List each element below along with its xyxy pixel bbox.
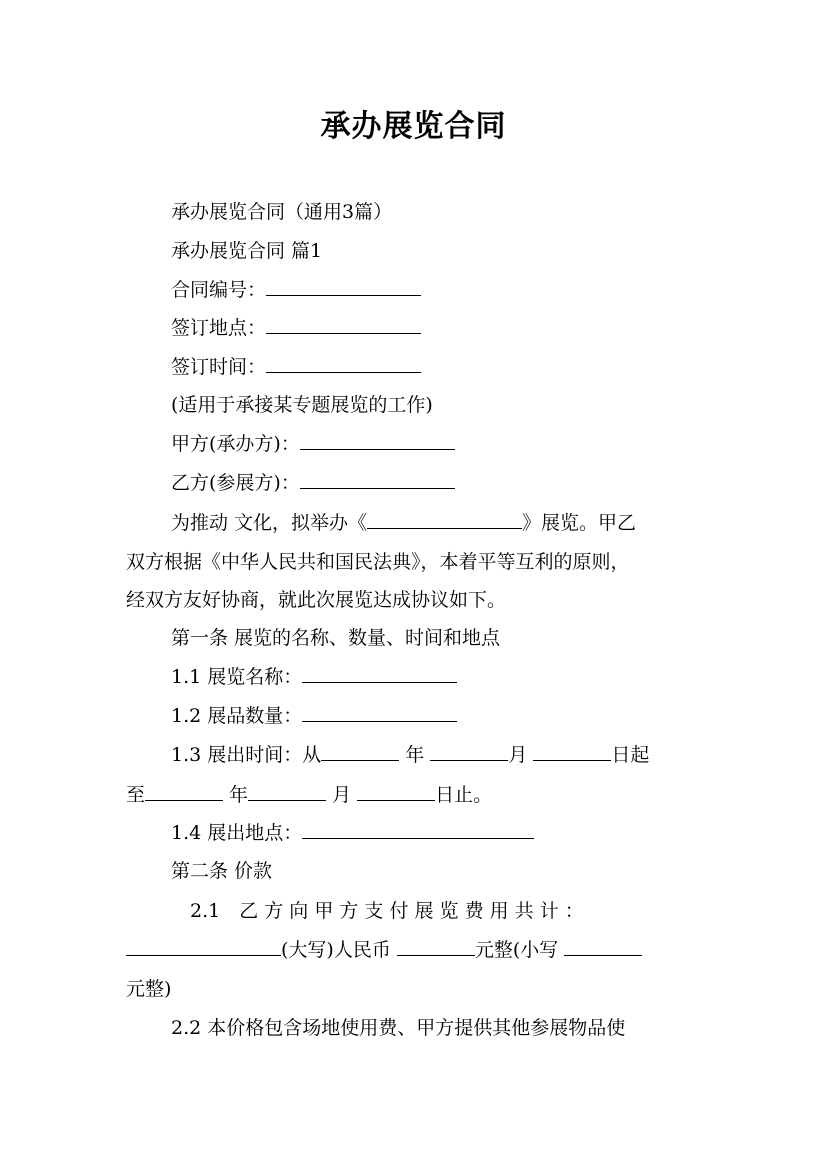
- clause-text: 至: [126, 784, 146, 806]
- clause-line: 2.1 乙 方 向 甲 方 支 付 展 览 费 用 共 计 ：: [190, 900, 584, 922]
- clause-text: 日止。: [435, 784, 493, 806]
- clause-text: 年: [399, 744, 431, 766]
- sign-time-blank: [266, 354, 421, 373]
- start-month-blank: [430, 742, 508, 761]
- clause-line: [126, 937, 642, 963]
- clause-line: [171, 703, 457, 729]
- end-day-blank: [357, 782, 435, 801]
- party-b-line: [171, 470, 455, 496]
- amount-words-blank: [126, 937, 281, 956]
- clause-label: 1.4 展出地点：: [171, 822, 303, 844]
- sign-place-label: 签订地点：: [171, 317, 267, 339]
- clause-line: [171, 742, 649, 768]
- sign-time-label: 签订时间：: [171, 356, 267, 378]
- end-month-blank: [248, 782, 326, 801]
- clause-text: 年: [223, 784, 249, 806]
- scope-note: (适用于承接某专题展览的工作): [171, 394, 433, 416]
- contract-number-label: 合同编号：: [171, 279, 267, 301]
- amount-rmb-blank: [397, 937, 475, 956]
- clause-line: [171, 664, 457, 690]
- clause-text: (大写)人民币: [281, 939, 397, 961]
- clause-line: 2.2 本价格包含场地使用费、甲方提供其他参展物品使: [171, 1017, 626, 1039]
- end-year-blank: [145, 782, 223, 801]
- start-year-blank: [321, 742, 399, 761]
- paragraph-line: 双方根据《中华人民共和国民法典》，本着平等互利的原则，: [126, 551, 630, 573]
- party-a-line: [171, 431, 455, 457]
- exhibit-count-blank: [302, 703, 457, 722]
- clause-text: 元整(小写: [474, 939, 565, 961]
- sign-time-line: [171, 354, 421, 380]
- party-b-label: 乙方(参展方)：: [171, 472, 300, 494]
- venue-blank: [302, 820, 534, 839]
- article-heading: 第二条 价款: [171, 860, 273, 882]
- exhibition-name-field-blank: [302, 664, 457, 683]
- party-a-label: 甲方(承办方)：: [171, 433, 300, 455]
- article-heading: 第一条 展览的名称、数量、时间和地点: [171, 627, 501, 649]
- clause-text: 月: [508, 744, 534, 766]
- clause-text: 日起: [611, 744, 650, 766]
- start-day-blank: [533, 742, 611, 761]
- paragraph-text: 》展览。甲乙: [522, 512, 637, 534]
- clause-label: 1.3 展出时间：从: [171, 744, 322, 766]
- sign-place-line: [171, 315, 421, 341]
- paragraph-line: 经双方友好协商，就此次展览达成协议如下。: [126, 589, 507, 611]
- exhibition-name-blank: [367, 510, 522, 529]
- clause-line: [171, 820, 534, 846]
- paragraph-line: [171, 510, 636, 536]
- clause-line: 元整): [126, 978, 172, 1000]
- clause-text: 月: [326, 784, 358, 806]
- party-a-blank: [300, 431, 455, 450]
- paragraph-text: 为推动 文化，拟举办《: [171, 512, 368, 534]
- clause-label: 1.1 展览名称：: [171, 666, 303, 688]
- amount-figures-blank: [564, 937, 642, 956]
- clause-label: 1.2 展品数量：: [171, 705, 303, 727]
- party-b-blank: [300, 470, 455, 489]
- document-title: 承办展览合同: [320, 109, 507, 144]
- clause-line: [126, 782, 492, 808]
- contract-number-blank: [266, 277, 421, 296]
- section-heading: 承办展览合同 篇1: [171, 240, 323, 262]
- sign-place-blank: [266, 315, 421, 334]
- contract-number-line: [171, 277, 421, 303]
- subtitle-line: 承办展览合同（通用3篇）: [171, 201, 393, 223]
